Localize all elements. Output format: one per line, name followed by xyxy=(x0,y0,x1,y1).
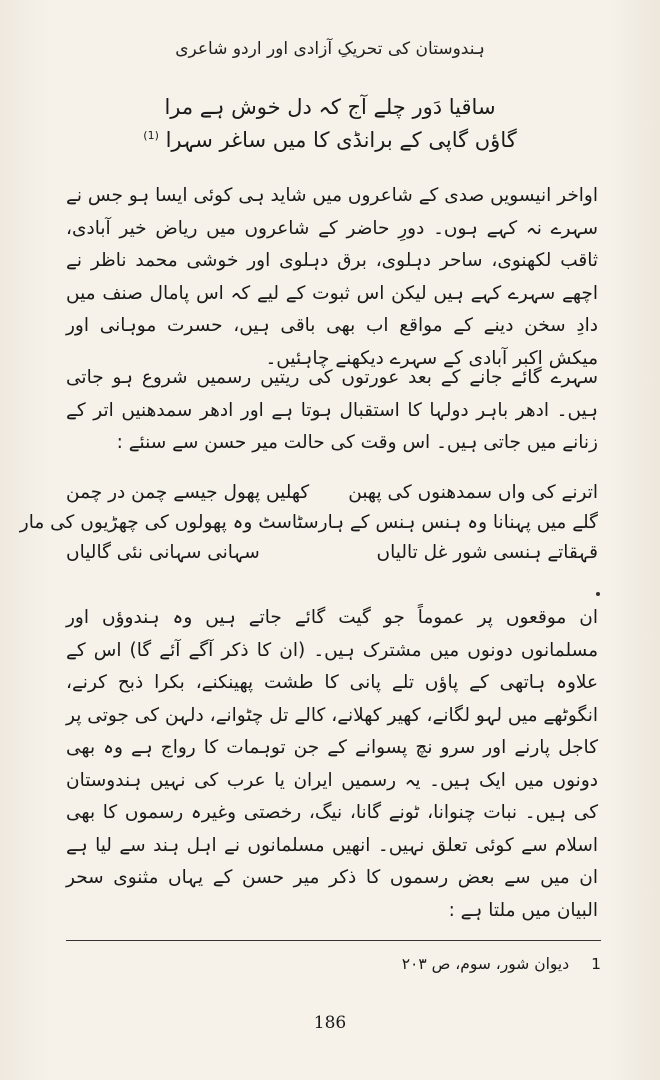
footnote-reference: (1) xyxy=(143,129,159,142)
paragraph-1: اواخر انیسویں صدی کے شاعروں میں شاید ہی کوئی ایسا ہو جس نے سہرے نہ کہے ہوں۔ دورِ حاضر کے شاعروں میں ریاض خیر آبادی، ثاقب لکھنوی، ساحر دہلوی، برق دہلوی اور خوشی محمد ناظر نے اچھے سہرے کہے ہیں لیکن اس ثبوت کے لیے کہ اس پامال صنف میں دادِ سخن دینے کے مواقع اب بھی باقی ہیں، حسرت موہانی اور میکش اکبر آبادی کے سہرے دیکھنے چاہئیں۔ xyxy=(66,185,598,369)
footnote-text: دیوان شور، سوم، ص ۲۰۳ xyxy=(401,955,570,973)
verse-left-hemistich: سٹاسٹ وہ پھولوں کی چھڑیوں کی مار xyxy=(19,512,319,533)
footnote-divider xyxy=(66,940,601,941)
verse-left-hemistich: کھلیں پھول جیسے چمن در چمن xyxy=(66,482,310,503)
opening-couplet-line-2 xyxy=(110,128,550,152)
verse-right-hemistich: اترنے کی واں سمدھنوں کی پھبن xyxy=(348,482,598,503)
paragraph-2: سہرے گائے جانے کے بعد عورتوں کی ریتیں رسمیں شروع ہو جاتی ہیں۔ ادھر باہر دولہا کا استقبال ہوتا ہے اور ادھر سمدھنیں اتر کے زنانے میں جاتی ہیں۔ اس وقت کی حالت میر حسن سے سنئے : xyxy=(66,367,598,453)
footnote-number: 1 xyxy=(591,955,601,973)
couplet-line-2-text: گاؤں گاپی کے برانڈی کا میں ساغر سہرا xyxy=(165,128,517,152)
footnote xyxy=(66,955,601,973)
running-title: ہندوستان کی تحریکِ آزادی اور اردو شاعری xyxy=(175,39,485,59)
paragraph-3: ان موقعوں پر عموماً جو گیت گائے جاتے ہیں وہ ہندوؤں اور مسلمانوں دونوں میں مشترک ہیں۔ (ان کا ذکر آگے آئے گا) اس کے علاوہ ہاتھی کے پاؤں تلے پانی کا طشت پھینکنے، بکرا ذبح کرنے، انگوٹھے میں لہو لگانے، کھیر کھلانے، کالے تل چٹوانے، دلہن کی جوتی پر کاجل پارنے اور سرو نچ پسوانے کے جن توہمات کا رواج ہے وہ بھی دونوں میں ایک ہیں۔ یہ رسمیں ایران یا عرب کی نہیں ہندوستان کی ہیں۔ نبات چنوانا، ٹونے گانا، نیگ، رخصتی وغیرہ رسموں کا بھی اسلام سے کوئی تعلق نہیں۔ انھیں مسلمانوں نے اہل ہند سے لیا ہے ان میں سے بعض رسموں کا ذکر میر حسن کے یہاں مثنوی سحر البیان میں ملتا ہے : xyxy=(66,607,598,921)
verse-right-hemistich: گلے میں پہنانا وہ ہنس ہنس کے ہار xyxy=(318,512,598,533)
verse-left-hemistich: سہانی سہانی نئی گالیاں xyxy=(66,542,260,563)
opening-couplet-line-1: ساقیا دَور چلے آج کہ دل خوش ہے مرا xyxy=(164,95,496,119)
page-number: 186 xyxy=(313,1013,347,1033)
verse-row xyxy=(66,482,598,503)
verse-right-hemistich: قہقاتے ہنسی شور غل تالیاں xyxy=(376,542,598,563)
paragraph-marker-dot xyxy=(596,592,600,596)
verse-row xyxy=(66,542,598,563)
verse-row xyxy=(19,512,598,533)
